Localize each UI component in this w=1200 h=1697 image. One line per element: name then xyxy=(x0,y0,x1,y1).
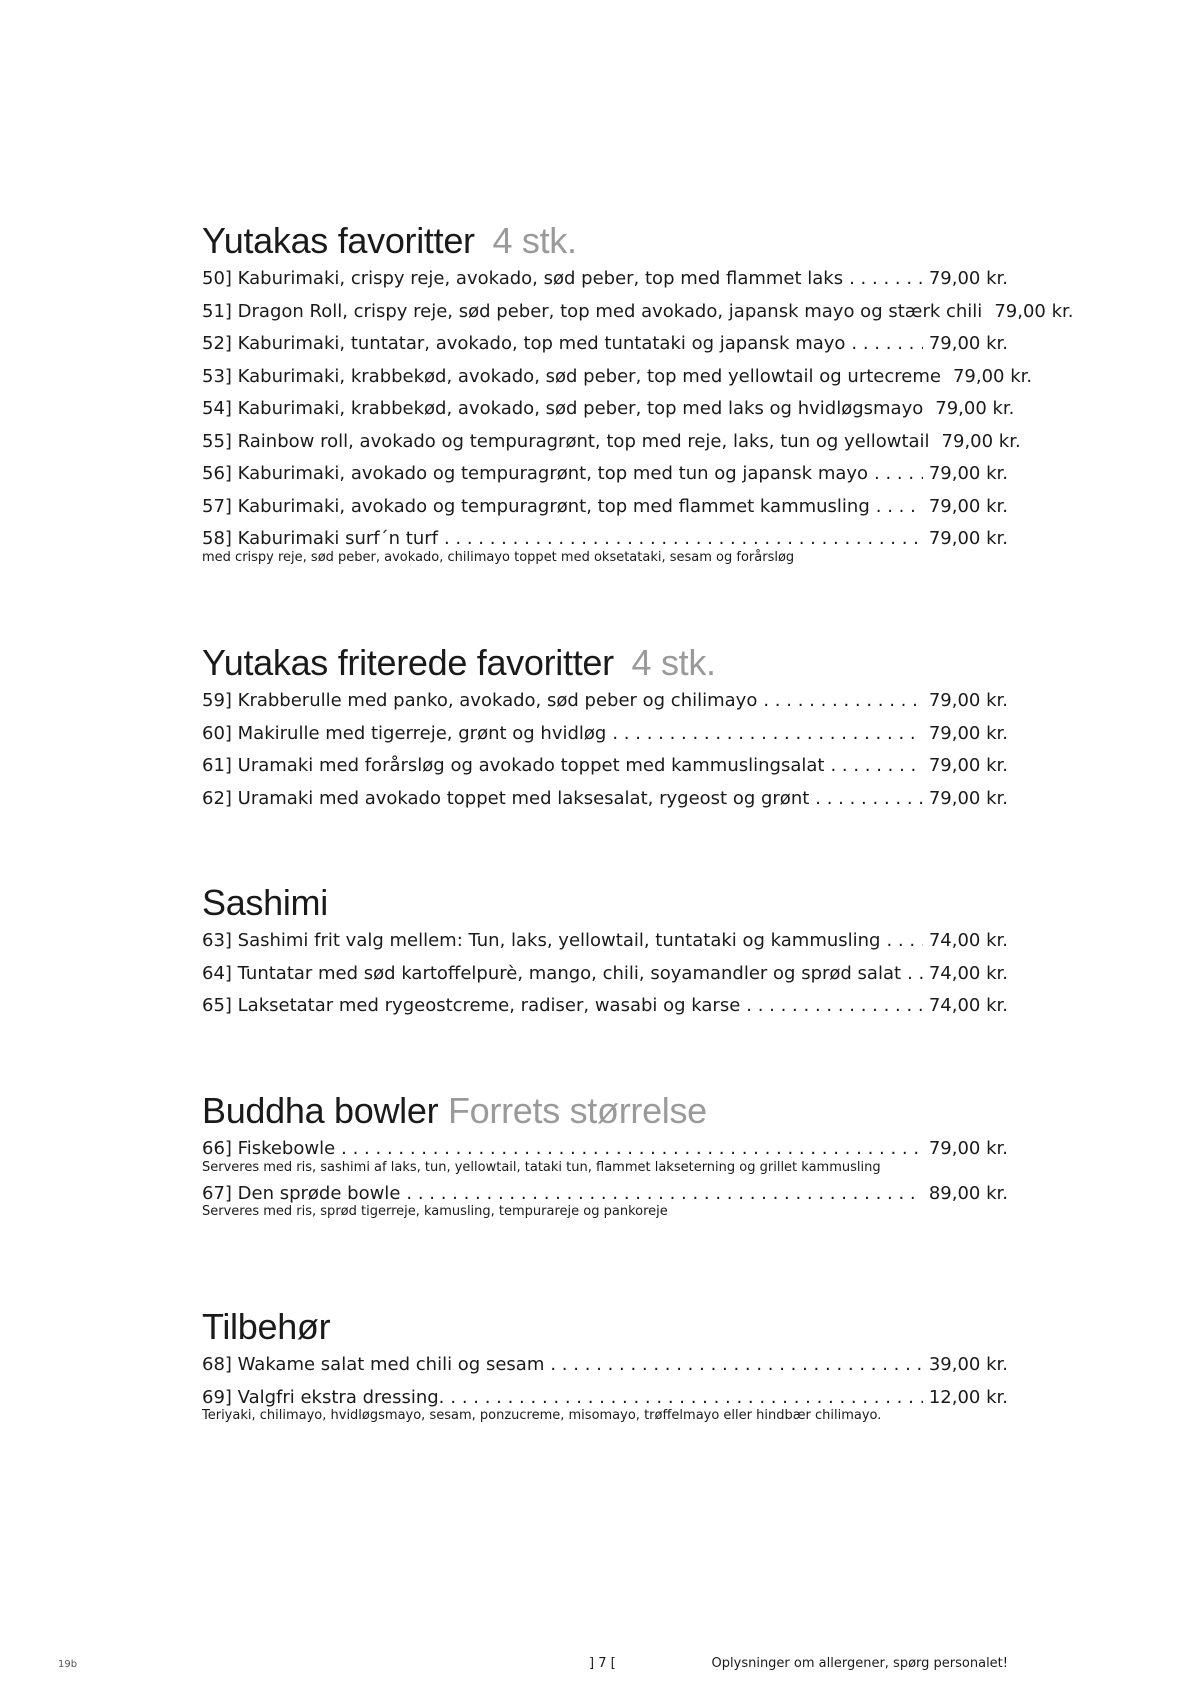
allergen-note: Oplysninger om allergener, spørg personalet! xyxy=(711,1656,1008,1671)
section-title: Buddha bowler Forrets størrelse xyxy=(202,1090,707,1131)
item-price: 79,00 kr. xyxy=(928,268,1008,289)
item-description: Serveres med ris, sashimi af laks, tun, yellowtail, tataki tun, flammet lakseterning og grillet kammusling xyxy=(202,1159,881,1175)
section-subtitle: 4 stk. xyxy=(631,642,716,683)
item-name: 67] Den sprøde bowle xyxy=(202,1182,401,1204)
menu-item xyxy=(202,723,1008,756)
section-yutakas-favoritter xyxy=(202,220,1074,573)
item-description: med crispy reje, sød peber, avokado, chilimayo toppet med oksetataki, sesam og forårsløg xyxy=(202,549,795,565)
item-price: 79,00 kr. xyxy=(928,463,1008,484)
item-price: 79,00 kr. xyxy=(928,1138,1008,1159)
footer-code: 19b xyxy=(58,1659,78,1670)
item-name: 54] Kaburimaki, krabbekød, avokado, sød peber, top med laks og hvidløgsmayo xyxy=(202,398,924,419)
item-name: 69] Valgfri ekstra dressing. xyxy=(202,1386,445,1408)
item-name: 52] Kaburimaki, tuntatar, avokado, top med tuntataki og japansk mayo xyxy=(202,333,846,354)
menu-item xyxy=(202,995,1008,1028)
item-price: 79,00 kr. xyxy=(935,398,1015,419)
menu-item xyxy=(202,528,1008,565)
item-price: 79,00 kr. xyxy=(928,690,1008,711)
item-price: 79,00 kr. xyxy=(994,300,1074,322)
menu-item xyxy=(202,755,1008,788)
item-price: 79,00 kr. xyxy=(928,787,1008,809)
item-name: 58] Kaburimaki surf´n turf xyxy=(202,528,438,549)
menu-item xyxy=(202,268,1008,301)
section-buddha-bowler xyxy=(202,1090,1008,1227)
page-number: ] 7 [ xyxy=(589,1656,616,1671)
menu-item xyxy=(202,788,1008,821)
item-price: 79,00 kr. xyxy=(928,495,1008,517)
menu-item xyxy=(202,1138,1008,1175)
item-name: 64] Tuntatar med sød kartoffelpurè, mango, chili, soyamandler og sprød salat xyxy=(202,962,902,984)
menu-item xyxy=(202,1387,1008,1424)
item-price: 79,00 kr. xyxy=(941,430,1021,452)
item-price: 74,00 kr. xyxy=(928,930,1008,951)
menu-item xyxy=(202,300,1074,334)
menu-item xyxy=(202,333,1008,366)
item-name: 60] Makirulle med tigerreje, grønt og hvidløg xyxy=(202,722,607,744)
item-description: Serveres med ris, sprød tigerreje, kamusling, tempurareje og pankoreje xyxy=(202,1204,668,1219)
menu-item xyxy=(202,930,1008,963)
item-price: 79,00 kr. xyxy=(952,365,1033,387)
menu-item xyxy=(202,430,1021,464)
item-price: 79,00 kr. xyxy=(928,333,1008,354)
item-name: 57] Kaburimaki, avokado og tempuragrønt, top med flammet kammusling xyxy=(202,495,870,517)
item-name: 68] Wakame salat med chili og sesam xyxy=(202,1354,545,1375)
menu-item xyxy=(202,496,1008,529)
item-name: 59] Krabberulle med panko, avokado, sød peber og chilimayo xyxy=(202,690,758,711)
item-name: 56] Kaburimaki, avokado og tempuragrønt, top med tun og japansk mayo xyxy=(202,463,869,484)
item-name: 50] Kaburimaki, crispy reje, avokado, sød peber, top med flammet laks xyxy=(202,268,844,289)
item-name: 55] Rainbow roll, avokado og tempuragrønt, top med reje, laks, tun og yellowtail xyxy=(202,430,930,452)
item-price: 89,00 kr. xyxy=(928,1182,1008,1204)
item-price: 79,00 kr. xyxy=(928,755,1008,776)
menu-item xyxy=(202,690,1008,723)
section-title: Yutakas favoritter 4 stk. xyxy=(202,220,577,261)
item-name: 51] Dragon Roll, crispy reje, sød peber, top med avokado, japansk mayo og stærk chili xyxy=(202,300,983,322)
item-price: 74,00 kr. xyxy=(928,962,1008,984)
item-price: 39,00 kr. xyxy=(928,1354,1008,1375)
menu-item xyxy=(202,963,1008,996)
menu-item xyxy=(202,365,1033,399)
item-price: 12,00 kr. xyxy=(928,1386,1008,1408)
section-title: Sashimi xyxy=(202,882,328,923)
menu-item xyxy=(202,1354,1008,1387)
item-price: 79,00 kr. xyxy=(928,528,1008,549)
item-name: 61] Uramaki med forårsløg og avokado toppet med kammuslingsalat xyxy=(202,755,825,776)
menu-item xyxy=(202,1183,1008,1220)
item-description: Teriyaki, chilimayo, hvidløgsmayo, sesam, ponzucreme, misomayo, trøffelmayo eller hindbær chilimayo. xyxy=(202,1408,882,1423)
section-title: Yutakas friterede favoritter 4 stk. xyxy=(202,642,716,683)
item-name: 66] Fiskebowle xyxy=(202,1138,336,1159)
menu-item xyxy=(202,463,1008,496)
section-title: Tilbehør xyxy=(202,1306,331,1347)
item-name: 65] Laksetatar med rygeostcreme, radiser, wasabi og karse xyxy=(202,995,741,1016)
section-tilbehor xyxy=(202,1306,1008,1431)
section-friterede-favoritter xyxy=(202,642,1008,820)
item-price: 79,00 kr. xyxy=(928,722,1008,744)
item-name: 62] Uramaki med avokado toppet med laksesalat, rygeost og grønt xyxy=(202,787,810,809)
item-price: 74,00 kr. xyxy=(928,995,1008,1016)
section-subtitle: 4 stk. xyxy=(492,220,577,261)
section-sashimi xyxy=(202,882,1008,1028)
section-subtitle: Forrets størrelse xyxy=(447,1090,707,1131)
item-name: 53] Kaburimaki, krabbekød, avokado, sød peber, top med yellowtail og urtecreme xyxy=(202,365,941,387)
item-name: 63] Sashimi frit valg mellem: Tun, laks, yellowtail, tuntataki og kammusling xyxy=(202,930,881,951)
menu-item xyxy=(202,398,1015,431)
